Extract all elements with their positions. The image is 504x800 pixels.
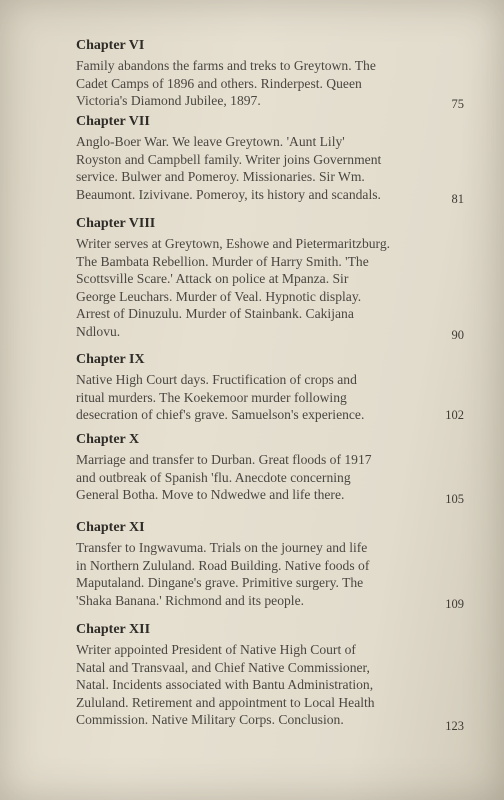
chapter-summary [76, 57, 446, 110]
page-number: 123 [445, 719, 464, 733]
summary-line: Native High Court days. Fructification of crops and [76, 372, 357, 387]
chapter-entry-xii [76, 622, 446, 729]
summary-line: Family abandons the farms and treks to Greytown. The [76, 58, 376, 73]
chapter-entry-viii [76, 216, 446, 341]
summary-line: Scottsville Scare.' Attack on police at Mpanza. Sir [76, 271, 349, 287]
summary-line: General Botha. Move to Ndwedwe and life there. [76, 487, 345, 503]
summary-line: Writer serves at Greytown, Eshowe and Pietermaritzburg. [76, 236, 391, 251]
page-number: 90 [451, 328, 464, 342]
chapter-entry-ix [76, 352, 446, 424]
summary-line: Maputaland. Dingane's grave. Primitive surgery. The [76, 575, 364, 591]
summary-line: Natal. Incidents associated with Bantu Administration, [76, 677, 374, 693]
summary-line: Writer appointed President of Native High Court of [76, 642, 356, 657]
chapter-summary [76, 235, 446, 341]
summary-line: Zululand. Retirement and appointment to Local Health [76, 694, 375, 710]
chapter-entry-xi [76, 520, 446, 609]
summary-line: Arrest of Dinuzulu. Murder of Stainbank. Cakijana [76, 306, 354, 322]
page-number: 105 [445, 492, 464, 506]
page-number: 75 [451, 97, 464, 111]
summary-line: Ndlovu. [76, 323, 121, 339]
chapter-title: Chapter VIII [76, 216, 156, 231]
summary-line: Transfer to Ingwavuma. Trials on the journey and life [76, 540, 368, 555]
summary-line: Beaumont. Izivivane. Pomeroy, its history and scandals. [76, 186, 381, 202]
summary-line: The Bambata Rebellion. Murder of Harry Smith. 'The [76, 253, 369, 269]
summary-line: 'Shaka Banana.' Richmond and its people. [76, 592, 305, 608]
summary-line: Natal and Transvaal, and Chief Native Commissioner, [76, 659, 370, 675]
chapter-title: Chapter IX [76, 352, 145, 367]
page-number: 81 [451, 192, 464, 206]
chapter-summary [76, 641, 446, 729]
chapter-summary [76, 133, 446, 203]
summary-line: ritual murders. The Koekemoor murder following [76, 389, 347, 405]
summary-line: in Northern Zululand. Road Building. Native foods of [76, 557, 370, 573]
summary-line: Commission. Native Military Corps. Conclusion. [76, 712, 344, 728]
summary-line: desecration of chief's grave. Samuelson's experience. [76, 407, 365, 423]
chapter-title: Chapter XII [76, 622, 151, 637]
chapter-entry-vi [76, 38, 446, 110]
chapter-summary [76, 371, 446, 424]
summary-line: and outbreak of Spanish 'flu. Anecdote concerning [76, 469, 351, 485]
chapter-title: Chapter VI [76, 38, 145, 53]
summary-line: Royston and Campbell family. Writer joins Government [76, 151, 382, 167]
summary-line: Victoria's Diamond Jubilee, 1897. [76, 93, 261, 109]
summary-line: George Leuchars. Murder of Veal. Hypnotic display. [76, 288, 362, 304]
chapter-entry-vii [76, 114, 446, 203]
chapter-entry-x [76, 432, 446, 504]
chapter-title: Chapter VII [76, 114, 150, 129]
summary-line: Marriage and transfer to Durban. Great floods of 1917 [76, 452, 372, 467]
summary-line: Cadet Camps of 1896 and others. Rinderpest. Queen [76, 75, 362, 91]
chapter-title: Chapter X [76, 432, 140, 447]
chapter-summary [76, 539, 446, 609]
summary-line: service. Bulwer and Pomeroy. Missionaries. Sir Wm. [76, 169, 365, 185]
summary-line: Anglo-Boer War. We leave Greytown. 'Aunt Lily' [76, 134, 345, 149]
chapter-title: Chapter XI [76, 520, 145, 535]
chapter-summary [76, 451, 446, 504]
page-number: 102 [445, 408, 464, 422]
page-number: 109 [445, 597, 464, 611]
